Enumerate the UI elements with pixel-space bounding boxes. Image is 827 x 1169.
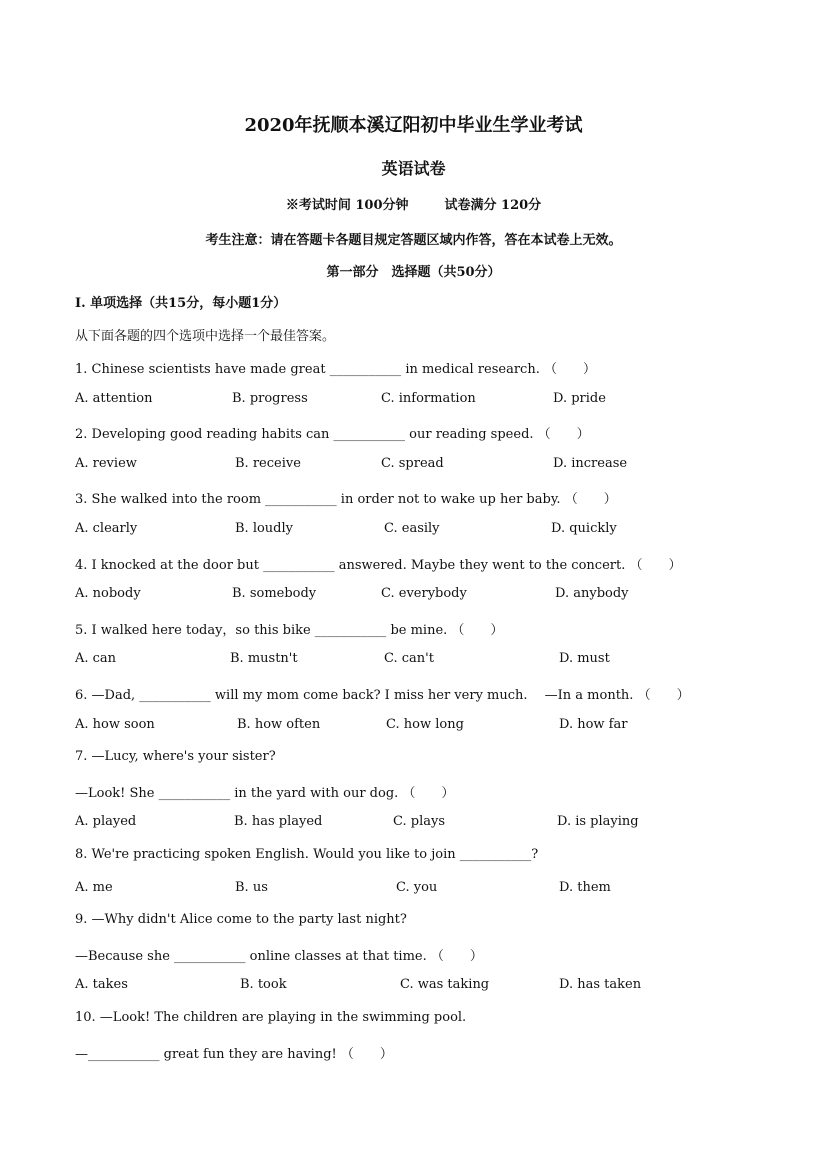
answer-option: C. how long bbox=[386, 717, 464, 732]
answer-option: B. progress bbox=[232, 391, 308, 406]
answer-option: C. was taking bbox=[400, 977, 490, 992]
part-heading: 第一部分 选择题（共50分） bbox=[326, 265, 501, 280]
question-dialogue-line: —Look! She ___________ in the yard with our dog. （ ） bbox=[75, 786, 455, 801]
answer-option: B. us bbox=[235, 880, 268, 895]
question-stem: 2. Developing good reading habits can ___________ our reading speed. （ ） bbox=[75, 427, 590, 442]
answer-option: A. me bbox=[75, 880, 113, 895]
answer-option: C. easily bbox=[384, 521, 440, 536]
question-stem: 7. —Lucy, where's your sister? bbox=[75, 749, 276, 764]
exam-score: 试卷满分 120分 bbox=[444, 198, 542, 213]
exam-title: 2020年抚顺本溪辽阳初中毕业生学业考试 bbox=[244, 115, 583, 136]
answer-option: A. attention bbox=[75, 391, 153, 406]
question-stem: 3. She walked into the room ___________ in order not to wake up her baby. （ ） bbox=[75, 492, 617, 507]
question-dialogue-line: —Because she ___________ online classes at that time. （ ） bbox=[75, 949, 483, 964]
answer-option: B. took bbox=[240, 977, 287, 992]
exam-meta bbox=[0, 194, 827, 213]
answer-option: A. how soon bbox=[75, 717, 155, 732]
question-stem: 9. —Why didn't Alice come to the party last night? bbox=[75, 912, 407, 927]
answer-option: D. them bbox=[559, 880, 611, 895]
question-stem: 8. We're practicing spoken English. Would you like to join ___________? bbox=[75, 847, 539, 862]
answer-option: A. takes bbox=[75, 977, 128, 992]
answer-option: C. everybody bbox=[381, 586, 467, 601]
answer-option: B. how often bbox=[237, 717, 321, 732]
answer-option: B. has played bbox=[234, 814, 323, 829]
answer-option: A. played bbox=[75, 814, 137, 829]
question-stem: 6. —Dad, ___________ will my mom come back? I miss her very much. —In a month. （ ） bbox=[75, 688, 690, 703]
answer-option: D. is playing bbox=[557, 814, 639, 829]
answer-option: D. must bbox=[559, 651, 610, 666]
answer-option: A. clearly bbox=[75, 521, 138, 536]
question-dialogue-line: —___________ great fun they are having! （ ） bbox=[75, 1047, 393, 1062]
answer-option: B. receive bbox=[235, 456, 301, 471]
answer-option: C. plays bbox=[393, 814, 445, 829]
answer-option: D. increase bbox=[553, 456, 628, 471]
exam-subtitle: 英语试卷 bbox=[381, 159, 446, 178]
section-instruction: 从下面各题的四个选项中选择一个最佳答案。 bbox=[75, 329, 336, 344]
answer-option: B. loudly bbox=[235, 521, 293, 536]
answer-option: A. nobody bbox=[75, 586, 141, 601]
section-heading: I. 单项选择（共15分，每小题1分） bbox=[75, 296, 287, 311]
answer-option: D. quickly bbox=[551, 521, 617, 536]
answer-option: C. you bbox=[396, 880, 438, 895]
answer-option: B. mustn't bbox=[230, 651, 298, 666]
answer-option: B. somebody bbox=[232, 586, 317, 601]
question-stem: 5. I walked here today，so this bike ___________ be mine. （ ） bbox=[75, 623, 504, 638]
question-stem: 1. Chinese scientists have made great ___________ in medical research. （ ） bbox=[75, 362, 596, 377]
question-stem: 4. I knocked at the door but ___________ answered. Maybe they went to the concert. （ ） bbox=[75, 558, 682, 573]
answer-option: A. can bbox=[75, 651, 117, 666]
answer-option: A. review bbox=[75, 456, 137, 471]
answer-option: C. information bbox=[381, 391, 476, 406]
answer-option: D. has taken bbox=[559, 977, 642, 992]
answer-option: C. spread bbox=[381, 456, 444, 471]
answer-option: D. anybody bbox=[555, 586, 629, 601]
exam-notice: 考生注意：请在答题卡各题目规定答题区域内作答，答在本试卷上无效。 bbox=[205, 233, 622, 248]
answer-option: D. how far bbox=[559, 717, 628, 732]
answer-option: D. pride bbox=[553, 391, 606, 406]
exam-time: ※考试时间 100分钟 bbox=[285, 198, 409, 213]
answer-option: C. can't bbox=[384, 651, 434, 666]
question-stem: 10. —Look! The children are playing in the swimming pool. bbox=[75, 1010, 467, 1025]
